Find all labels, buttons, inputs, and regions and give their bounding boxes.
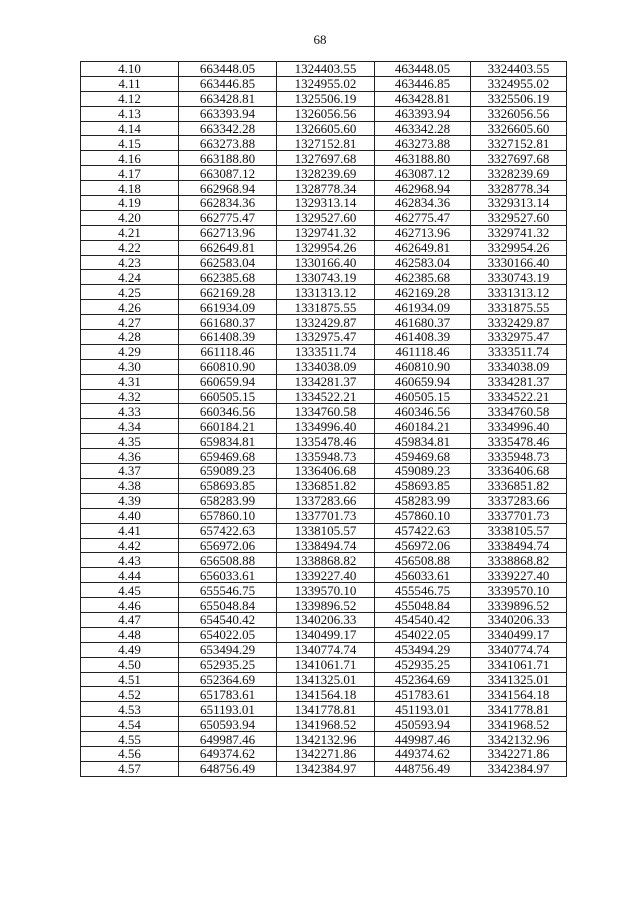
value-a-cell: 663446.85 <box>179 76 277 91</box>
value-d-cell: 3334038.09 <box>471 359 567 374</box>
value-b-cell: 1325506.19 <box>277 91 375 106</box>
table-row <box>81 761 567 776</box>
value-a-cell: 659834.81 <box>179 434 277 449</box>
table-row <box>81 553 567 568</box>
value-a-cell: 659469.68 <box>179 449 277 464</box>
value-d-cell: 3341778.81 <box>471 702 567 717</box>
value-b-cell: 1335948.73 <box>277 449 375 464</box>
value-d-cell: 3341325.01 <box>471 672 567 687</box>
value-a-cell: 657422.63 <box>179 523 277 538</box>
table-row <box>81 121 567 136</box>
value-c-cell: 459834.81 <box>375 434 471 449</box>
value-b-cell: 1339570.10 <box>277 583 375 598</box>
value-a-cell: 660810.90 <box>179 359 277 374</box>
value-a-cell: 649374.62 <box>179 746 277 761</box>
value-c-cell: 462583.04 <box>375 255 471 270</box>
value-c-cell: 448756.49 <box>375 761 471 776</box>
value-d-cell: 3338105.57 <box>471 523 567 538</box>
point-number-cell: 4.27 <box>81 315 179 330</box>
table-row <box>81 493 567 508</box>
value-b-cell: 1329313.14 <box>277 196 375 211</box>
point-number-cell: 4.30 <box>81 359 179 374</box>
point-number-cell: 4.24 <box>81 270 179 285</box>
value-d-cell: 3326056.56 <box>471 106 567 121</box>
value-d-cell: 3335478.46 <box>471 434 567 449</box>
value-d-cell: 3338494.74 <box>471 538 567 553</box>
table-row <box>81 181 567 196</box>
value-c-cell: 462713.96 <box>375 225 471 240</box>
point-number-cell: 4.57 <box>81 761 179 776</box>
point-number-cell: 4.42 <box>81 538 179 553</box>
point-number-cell: 4.51 <box>81 672 179 687</box>
value-d-cell: 3340499.17 <box>471 627 567 642</box>
value-a-cell: 656033.61 <box>179 568 277 583</box>
value-c-cell: 463087.12 <box>375 166 471 181</box>
table-row <box>81 478 567 493</box>
value-d-cell: 3324403.55 <box>471 62 567 77</box>
value-d-cell: 3336851.82 <box>471 478 567 493</box>
table-row <box>81 434 567 449</box>
value-d-cell: 3337283.66 <box>471 493 567 508</box>
point-number-cell: 4.32 <box>81 389 179 404</box>
value-a-cell: 662583.04 <box>179 255 277 270</box>
value-d-cell: 3340774.74 <box>471 642 567 657</box>
value-a-cell: 657860.10 <box>179 508 277 523</box>
value-c-cell: 458693.85 <box>375 478 471 493</box>
table-row <box>81 449 567 464</box>
value-a-cell: 662385.68 <box>179 270 277 285</box>
value-a-cell: 662968.94 <box>179 181 277 196</box>
point-number-cell: 4.33 <box>81 404 179 419</box>
value-a-cell: 650593.94 <box>179 717 277 732</box>
value-b-cell: 1332975.47 <box>277 330 375 345</box>
value-d-cell: 3339570.10 <box>471 583 567 598</box>
table-row <box>81 285 567 300</box>
table-row <box>81 508 567 523</box>
value-a-cell: 648756.49 <box>179 761 277 776</box>
coordinates-table-body <box>81 62 567 777</box>
value-b-cell: 1334996.40 <box>277 419 375 434</box>
value-a-cell: 663087.12 <box>179 166 277 181</box>
value-d-cell: 3331313.12 <box>471 285 567 300</box>
value-a-cell: 649987.46 <box>179 732 277 747</box>
value-a-cell: 658693.85 <box>179 478 277 493</box>
value-d-cell: 3324955.02 <box>471 76 567 91</box>
value-b-cell: 1337701.73 <box>277 508 375 523</box>
table-row <box>81 672 567 687</box>
value-b-cell: 1340206.33 <box>277 612 375 627</box>
value-a-cell: 662834.36 <box>179 196 277 211</box>
point-number-cell: 4.26 <box>81 300 179 315</box>
value-c-cell: 462649.81 <box>375 240 471 255</box>
point-number-cell: 4.22 <box>81 240 179 255</box>
value-c-cell: 458283.99 <box>375 493 471 508</box>
table-row <box>81 598 567 613</box>
table-row <box>81 627 567 642</box>
page-number: 68 <box>313 32 327 47</box>
point-number-cell: 4.10 <box>81 62 179 77</box>
point-number-cell: 4.34 <box>81 419 179 434</box>
table-row <box>81 464 567 479</box>
table-row <box>81 538 567 553</box>
table-row <box>81 612 567 627</box>
point-number-cell: 4.38 <box>81 478 179 493</box>
value-b-cell: 1326056.56 <box>277 106 375 121</box>
value-b-cell: 1331875.55 <box>277 300 375 315</box>
value-a-cell: 660184.21 <box>179 419 277 434</box>
value-d-cell: 3342271.86 <box>471 746 567 761</box>
table-row <box>81 106 567 121</box>
value-b-cell: 1336406.68 <box>277 464 375 479</box>
table-row <box>81 166 567 181</box>
point-number-cell: 4.35 <box>81 434 179 449</box>
value-a-cell: 661408.39 <box>179 330 277 345</box>
value-b-cell: 1334038.09 <box>277 359 375 374</box>
value-d-cell: 3334281.37 <box>471 374 567 389</box>
value-d-cell: 3334760.58 <box>471 404 567 419</box>
value-b-cell: 1341778.81 <box>277 702 375 717</box>
value-b-cell: 1342271.86 <box>277 746 375 761</box>
table-row <box>81 657 567 672</box>
value-c-cell: 463448.05 <box>375 62 471 77</box>
table-row <box>81 746 567 761</box>
value-c-cell: 463446.85 <box>375 76 471 91</box>
value-b-cell: 1339227.40 <box>277 568 375 583</box>
point-number-cell: 4.48 <box>81 627 179 642</box>
value-b-cell: 1336851.82 <box>277 478 375 493</box>
value-c-cell: 463273.88 <box>375 136 471 151</box>
value-a-cell: 663342.28 <box>179 121 277 136</box>
value-d-cell: 3335948.73 <box>471 449 567 464</box>
value-d-cell: 3326605.60 <box>471 121 567 136</box>
value-b-cell: 1331313.12 <box>277 285 375 300</box>
value-d-cell: 3341564.18 <box>471 687 567 702</box>
value-d-cell: 3325506.19 <box>471 91 567 106</box>
value-d-cell: 3334996.40 <box>471 419 567 434</box>
point-number-cell: 4.41 <box>81 523 179 538</box>
value-d-cell: 3337701.73 <box>471 508 567 523</box>
table-row <box>81 315 567 330</box>
value-c-cell: 462834.36 <box>375 196 471 211</box>
value-b-cell: 1329527.60 <box>277 210 375 225</box>
value-b-cell: 1329741.32 <box>277 225 375 240</box>
point-number-cell: 4.46 <box>81 598 179 613</box>
value-d-cell: 3338868.82 <box>471 553 567 568</box>
value-d-cell: 3340206.33 <box>471 612 567 627</box>
point-number-cell: 4.45 <box>81 583 179 598</box>
value-c-cell: 462775.47 <box>375 210 471 225</box>
table-row <box>81 359 567 374</box>
value-a-cell: 652364.69 <box>179 672 277 687</box>
point-number-cell: 4.17 <box>81 166 179 181</box>
value-d-cell: 3332975.47 <box>471 330 567 345</box>
value-d-cell: 3329741.32 <box>471 225 567 240</box>
table-row <box>81 255 567 270</box>
table-row <box>81 702 567 717</box>
value-c-cell: 449374.62 <box>375 746 471 761</box>
point-number-cell: 4.40 <box>81 508 179 523</box>
table-row <box>81 330 567 345</box>
value-d-cell: 3330743.19 <box>471 270 567 285</box>
value-d-cell: 3333511.74 <box>471 344 567 359</box>
value-c-cell: 460810.90 <box>375 359 471 374</box>
point-number-cell: 4.25 <box>81 285 179 300</box>
value-d-cell: 3339227.40 <box>471 568 567 583</box>
value-c-cell: 451783.61 <box>375 687 471 702</box>
value-b-cell: 1342384.97 <box>277 761 375 776</box>
value-b-cell: 1328239.69 <box>277 166 375 181</box>
table-row <box>81 404 567 419</box>
value-a-cell: 656508.88 <box>179 553 277 568</box>
value-b-cell: 1330166.40 <box>277 255 375 270</box>
value-c-cell: 453494.29 <box>375 642 471 657</box>
table-row <box>81 419 567 434</box>
value-c-cell: 463428.81 <box>375 91 471 106</box>
value-a-cell: 652935.25 <box>179 657 277 672</box>
value-d-cell: 3341061.71 <box>471 657 567 672</box>
value-b-cell: 1327152.81 <box>277 136 375 151</box>
value-a-cell: 662713.96 <box>179 225 277 240</box>
value-a-cell: 663273.88 <box>179 136 277 151</box>
value-b-cell: 1330743.19 <box>277 270 375 285</box>
value-a-cell: 662775.47 <box>179 210 277 225</box>
value-d-cell: 3327697.68 <box>471 151 567 166</box>
value-a-cell: 654540.42 <box>179 612 277 627</box>
point-number-cell: 4.31 <box>81 374 179 389</box>
value-a-cell: 663448.05 <box>179 62 277 77</box>
point-number-cell: 4.28 <box>81 330 179 345</box>
value-b-cell: 1339896.52 <box>277 598 375 613</box>
value-a-cell: 663428.81 <box>179 91 277 106</box>
value-c-cell: 456033.61 <box>375 568 471 583</box>
value-a-cell: 663393.94 <box>179 106 277 121</box>
value-c-cell: 455048.84 <box>375 598 471 613</box>
point-number-cell: 4.20 <box>81 210 179 225</box>
table-row <box>81 76 567 91</box>
table-row <box>81 583 567 598</box>
value-a-cell: 651783.61 <box>179 687 277 702</box>
value-b-cell: 1340774.74 <box>277 642 375 657</box>
value-d-cell: 3327152.81 <box>471 136 567 151</box>
table-row <box>81 210 567 225</box>
value-b-cell: 1341564.18 <box>277 687 375 702</box>
value-a-cell: 662649.81 <box>179 240 277 255</box>
value-a-cell: 661934.09 <box>179 300 277 315</box>
value-b-cell: 1341968.52 <box>277 717 375 732</box>
table-row <box>81 642 567 657</box>
value-b-cell: 1334760.58 <box>277 404 375 419</box>
point-number-cell: 4.11 <box>81 76 179 91</box>
value-d-cell: 3329527.60 <box>471 210 567 225</box>
point-number-cell: 4.39 <box>81 493 179 508</box>
value-b-cell: 1332429.87 <box>277 315 375 330</box>
value-b-cell: 1324955.02 <box>277 76 375 91</box>
point-number-cell: 4.52 <box>81 687 179 702</box>
table-row <box>81 196 567 211</box>
value-b-cell: 1326605.60 <box>277 121 375 136</box>
value-b-cell: 1327697.68 <box>277 151 375 166</box>
value-b-cell: 1338494.74 <box>277 538 375 553</box>
value-d-cell: 3331875.55 <box>471 300 567 315</box>
value-b-cell: 1338868.82 <box>277 553 375 568</box>
value-d-cell: 3329313.14 <box>471 196 567 211</box>
value-d-cell: 3330166.40 <box>471 255 567 270</box>
value-a-cell: 663188.80 <box>179 151 277 166</box>
value-c-cell: 461934.09 <box>375 300 471 315</box>
value-b-cell: 1342132.96 <box>277 732 375 747</box>
value-c-cell: 452364.69 <box>375 672 471 687</box>
value-c-cell: 450593.94 <box>375 717 471 732</box>
value-c-cell: 457860.10 <box>375 508 471 523</box>
value-c-cell: 462169.28 <box>375 285 471 300</box>
value-a-cell: 656972.06 <box>179 538 277 553</box>
value-c-cell: 461408.39 <box>375 330 471 345</box>
value-c-cell: 460505.15 <box>375 389 471 404</box>
value-c-cell: 456508.88 <box>375 553 471 568</box>
point-number-cell: 4.49 <box>81 642 179 657</box>
value-b-cell: 1337283.66 <box>277 493 375 508</box>
table-row <box>81 732 567 747</box>
table-row <box>81 151 567 166</box>
value-b-cell: 1334522.21 <box>277 389 375 404</box>
value-c-cell: 462968.94 <box>375 181 471 196</box>
point-number-cell: 4.19 <box>81 196 179 211</box>
point-number-cell: 4.43 <box>81 553 179 568</box>
table-row <box>81 225 567 240</box>
value-d-cell: 3336406.68 <box>471 464 567 479</box>
value-d-cell: 3339896.52 <box>471 598 567 613</box>
value-b-cell: 1341061.71 <box>277 657 375 672</box>
table-row <box>81 270 567 285</box>
value-d-cell: 3342132.96 <box>471 732 567 747</box>
value-a-cell: 660505.15 <box>179 389 277 404</box>
value-b-cell: 1329954.26 <box>277 240 375 255</box>
table-row <box>81 344 567 359</box>
value-c-cell: 460659.94 <box>375 374 471 389</box>
point-number-cell: 4.12 <box>81 91 179 106</box>
value-c-cell: 454540.42 <box>375 612 471 627</box>
point-number-cell: 4.44 <box>81 568 179 583</box>
point-number-cell: 4.16 <box>81 151 179 166</box>
value-d-cell: 3328239.69 <box>471 166 567 181</box>
value-a-cell: 661680.37 <box>179 315 277 330</box>
value-b-cell: 1338105.57 <box>277 523 375 538</box>
value-a-cell: 654022.05 <box>179 627 277 642</box>
value-a-cell: 661118.46 <box>179 344 277 359</box>
point-number-cell: 4.18 <box>81 181 179 196</box>
table-row <box>81 717 567 732</box>
value-c-cell: 460346.56 <box>375 404 471 419</box>
table-row <box>81 300 567 315</box>
table-row <box>81 568 567 583</box>
value-c-cell: 459469.68 <box>375 449 471 464</box>
value-a-cell: 659089.23 <box>179 464 277 479</box>
value-d-cell: 3328778.34 <box>471 181 567 196</box>
table-row <box>81 136 567 151</box>
value-a-cell: 653494.29 <box>179 642 277 657</box>
table-row <box>81 523 567 538</box>
value-c-cell: 457422.63 <box>375 523 471 538</box>
point-number-cell: 4.55 <box>81 732 179 747</box>
value-a-cell: 660659.94 <box>179 374 277 389</box>
point-number-cell: 4.15 <box>81 136 179 151</box>
value-c-cell: 454022.05 <box>375 627 471 642</box>
value-a-cell: 660346.56 <box>179 404 277 419</box>
table-row <box>81 240 567 255</box>
point-number-cell: 4.50 <box>81 657 179 672</box>
point-number-cell: 4.47 <box>81 612 179 627</box>
value-a-cell: 651193.01 <box>179 702 277 717</box>
table-row <box>81 62 567 77</box>
value-c-cell: 463342.28 <box>375 121 471 136</box>
table-row <box>81 687 567 702</box>
point-number-cell: 4.53 <box>81 702 179 717</box>
value-c-cell: 449987.46 <box>375 732 471 747</box>
value-a-cell: 655546.75 <box>179 583 277 598</box>
value-b-cell: 1324403.55 <box>277 62 375 77</box>
value-c-cell: 452935.25 <box>375 657 471 672</box>
value-c-cell: 460184.21 <box>375 419 471 434</box>
point-number-cell: 4.29 <box>81 344 179 359</box>
value-d-cell: 3341968.52 <box>471 717 567 732</box>
table-row <box>81 389 567 404</box>
value-b-cell: 1328778.34 <box>277 181 375 196</box>
value-c-cell: 463188.80 <box>375 151 471 166</box>
point-number-cell: 4.37 <box>81 464 179 479</box>
table-row <box>81 374 567 389</box>
value-c-cell: 459089.23 <box>375 464 471 479</box>
point-number-cell: 4.13 <box>81 106 179 121</box>
value-b-cell: 1335478.46 <box>277 434 375 449</box>
value-c-cell: 462385.68 <box>375 270 471 285</box>
value-b-cell: 1333511.74 <box>277 344 375 359</box>
point-number-cell: 4.56 <box>81 746 179 761</box>
value-c-cell: 463393.94 <box>375 106 471 121</box>
point-number-cell: 4.54 <box>81 717 179 732</box>
point-number-cell: 4.14 <box>81 121 179 136</box>
value-b-cell: 1340499.17 <box>277 627 375 642</box>
value-c-cell: 461680.37 <box>375 315 471 330</box>
value-c-cell: 455546.75 <box>375 583 471 598</box>
value-d-cell: 3334522.21 <box>471 389 567 404</box>
table-row <box>81 91 567 106</box>
point-number-cell: 4.36 <box>81 449 179 464</box>
coordinates-table <box>80 61 567 777</box>
value-c-cell: 456972.06 <box>375 538 471 553</box>
value-d-cell: 3332429.87 <box>471 315 567 330</box>
value-d-cell: 3342384.97 <box>471 761 567 776</box>
point-number-cell: 4.23 <box>81 255 179 270</box>
value-a-cell: 658283.99 <box>179 493 277 508</box>
point-number-cell: 4.21 <box>81 225 179 240</box>
value-c-cell: 451193.01 <box>375 702 471 717</box>
value-a-cell: 662169.28 <box>179 285 277 300</box>
value-a-cell: 655048.84 <box>179 598 277 613</box>
value-c-cell: 461118.46 <box>375 344 471 359</box>
value-b-cell: 1334281.37 <box>277 374 375 389</box>
value-b-cell: 1341325.01 <box>277 672 375 687</box>
value-d-cell: 3329954.26 <box>471 240 567 255</box>
